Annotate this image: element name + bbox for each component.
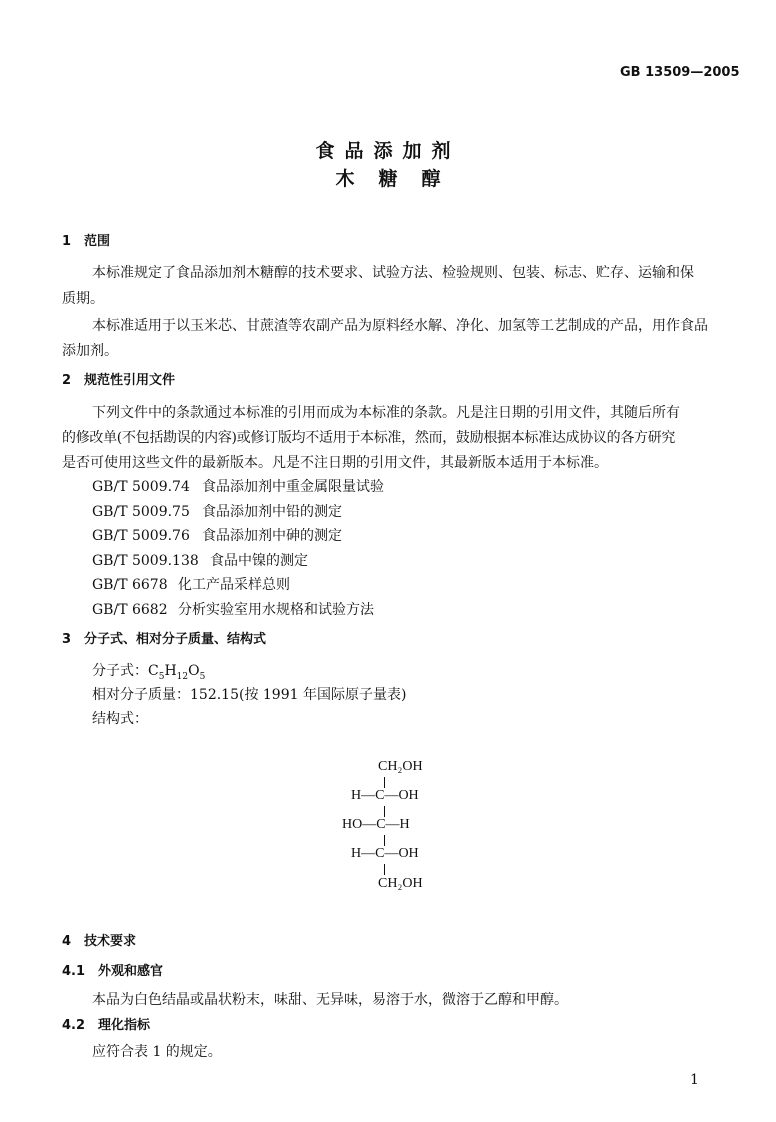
paragraph: 本标准规定了食品添加剂木糖醇的技术要求、试验方法、检验规则、包装、标志、贮存、运输和保 xyxy=(92,265,694,281)
reference-code: GB/T 6682 xyxy=(92,602,168,618)
reference-item xyxy=(92,503,342,521)
reference-title: 食品添加剂中铅的测定 xyxy=(202,504,342,520)
reference-item xyxy=(92,601,374,619)
title-line-1: 食品添加剂 xyxy=(315,140,461,162)
reference-title: 化工产品采样总则 xyxy=(178,577,290,593)
standard-number: GB 13509—2005 xyxy=(620,65,740,80)
reference-code: GB/T 5009.138 xyxy=(92,553,199,569)
reference-item xyxy=(92,527,342,545)
subscript: 5 xyxy=(199,671,206,682)
paragraph: 本品为白色结晶或晶状粉末，味甜、无异味，易溶于水，微溶于乙醇和甲醇。 xyxy=(92,992,568,1008)
reference-title: 食品添加剂中砷的测定 xyxy=(202,528,342,544)
bond-line xyxy=(384,835,385,846)
paragraph: 添加剂。 xyxy=(62,343,118,359)
paragraph: 下列文件中的条款通过本标准的引用而成为本标准的条款。凡是注日期的引用文件，其随后所有 xyxy=(92,405,680,421)
element: O xyxy=(188,663,200,679)
paragraph: 的修改单(不包括勘误的内容)或修订版均不适用于本标准，然而，鼓励根据本标准达成协议的各方研究 xyxy=(62,430,676,446)
title-line-2: 木糖醇 xyxy=(335,168,465,190)
reference-item xyxy=(92,552,308,570)
paragraph: 是否可使用这些文件的最新版本。凡是不注日期的引用文件，其最新版本适用于本标准。 xyxy=(62,455,608,471)
reference-code: GB/T 5009.75 xyxy=(92,504,190,520)
reference-item xyxy=(92,576,290,594)
section-2-heading: 2 规范性引用文件 xyxy=(62,373,176,388)
reference-code: GB/T 6678 xyxy=(92,577,168,593)
structure-line: HO—C—H xyxy=(342,817,410,832)
reference-code: GB/T 5009.76 xyxy=(92,528,190,544)
structure-line: H—C—OH xyxy=(351,846,419,861)
molecular-formula xyxy=(92,662,205,686)
element: C xyxy=(148,663,159,679)
structure-line: H—C—OH xyxy=(351,788,419,803)
reference-item xyxy=(92,478,384,496)
bond-line xyxy=(384,864,385,875)
paragraph: 质期。 xyxy=(62,291,104,307)
bond-line xyxy=(384,777,385,788)
subscript: 5 xyxy=(158,671,165,682)
element: H xyxy=(164,663,177,679)
molecular-mass: 相对分子质量：152.15(按 1991 年国际原子量表) xyxy=(92,687,407,703)
paragraph: 应符合表 1 的规定。 xyxy=(92,1044,222,1060)
structure-line: CH₂OH xyxy=(378,876,423,891)
structure-label: 结构式： xyxy=(92,711,148,727)
subsection-4-1-heading: 4.1 外观和感官 xyxy=(62,964,164,979)
section-3-heading: 3 分子式、相对分子质量、结构式 xyxy=(62,632,267,647)
section-1-heading: 1 范围 xyxy=(62,234,111,249)
subscript: 12 xyxy=(176,671,189,682)
page-number: 1 xyxy=(690,1072,699,1088)
reference-title: 分析实验室用水规格和试验方法 xyxy=(178,602,374,618)
section-4-heading: 4 技术要求 xyxy=(62,934,137,949)
paragraph: 本标准适用于以玉米芯、甘蔗渣等农副产品为原料经水解、净化、加氢等工艺制成的产品，用作食品 xyxy=(92,318,708,334)
bond-line xyxy=(384,806,385,817)
reference-title: 食品中镍的测定 xyxy=(210,553,308,569)
subsection-4-2-heading: 4.2 理化指标 xyxy=(62,1018,151,1033)
label: 分子式： xyxy=(92,663,148,679)
reference-title: 食品添加剂中重金属限量试验 xyxy=(202,479,384,495)
reference-code: GB/T 5009.74 xyxy=(92,479,190,495)
structure-line: CH₂OH xyxy=(378,759,423,774)
